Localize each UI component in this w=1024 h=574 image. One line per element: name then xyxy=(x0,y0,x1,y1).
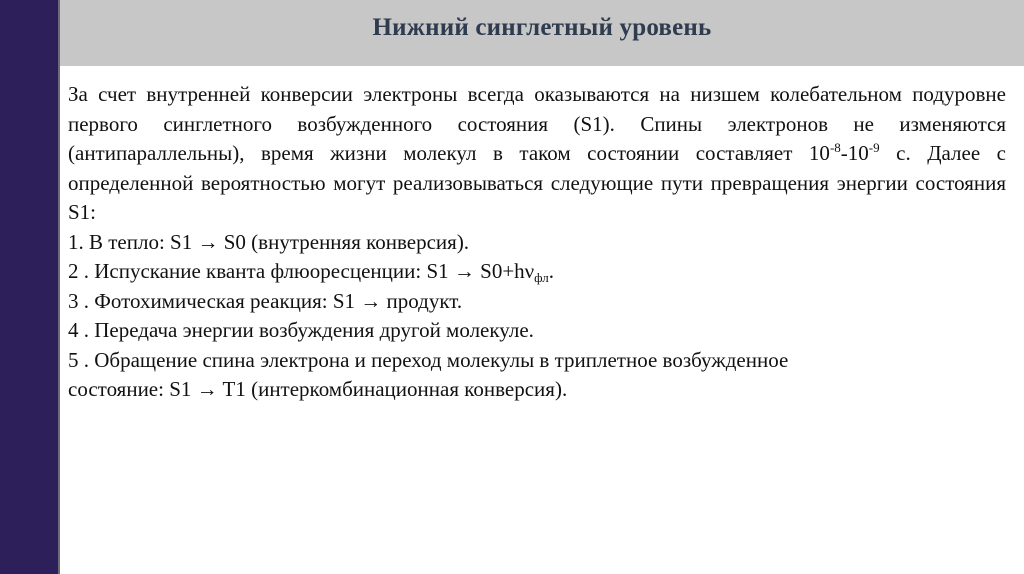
left-accent-bar-edge xyxy=(58,0,60,574)
intro-text-part2: -10 xyxy=(840,141,869,165)
list-item-2-tail: . xyxy=(548,259,555,283)
exponent-1: -8 xyxy=(829,140,841,155)
list-item-5-continuation: состояние: S1 → T1 (интеркомбинационная конверсия). xyxy=(68,377,568,401)
left-accent-bar xyxy=(0,0,58,574)
list-item-3: 3 . Фотохимическая реакция: S1 → продукт. xyxy=(68,288,463,313)
list-item-2-text: 2 . Испускание кванта флюоресценции: S1 → S0+hν xyxy=(68,259,535,283)
list-item-2 xyxy=(68,257,1006,287)
fluorescence-subscript: фл xyxy=(534,270,549,285)
list-item-4: 4 . Передача энергии возбуждения другой молекуле. xyxy=(68,318,534,342)
list-item-5: 5 . Обращение спина электрона и переход молекулы в триплетное возбужденное xyxy=(68,347,789,372)
intro-text-part3: с. Далее с определенной вероятностью могут реализовываться следующие пути превращения энергии состояния S1: xyxy=(68,141,1006,224)
list-item-1: 1. В тепло: S1 → S0 (внутренняя конверсия). xyxy=(68,229,470,254)
intro-text-part1: За счет внутренней конверсии электроны всегда оказываются на низшем колебательном подуровне первого синглетного возбужденного состояния (S1). Спины электронов не изменяются (антипараллельны), время жизни молекул в таком состоянии составляет 10 xyxy=(68,82,1006,165)
slide-header xyxy=(60,0,1024,66)
intro-paragraph xyxy=(68,80,1006,228)
exponent-2: -9 xyxy=(868,140,880,155)
slide-title: Нижний синглетный уровень xyxy=(372,14,712,41)
slide-body xyxy=(68,80,1006,405)
